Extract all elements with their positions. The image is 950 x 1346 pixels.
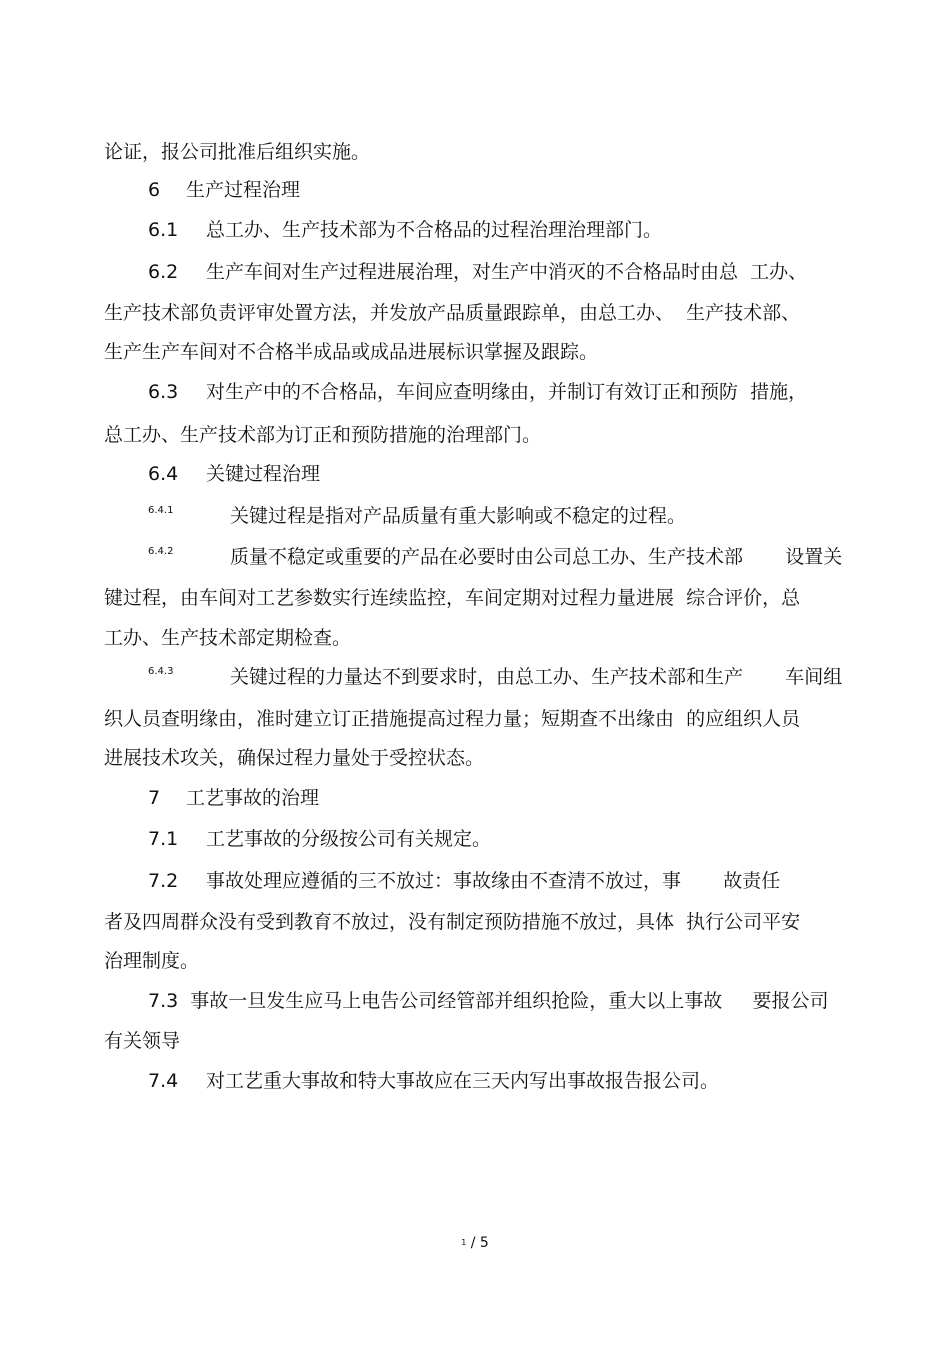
clause-text: 生产车间对生产过程进展治理，对生产中消灭的不合格品时由总 工办、 (206, 261, 808, 283)
body-line: 总工办、生产技术部为订正和预防措施的治理部门。 (104, 424, 542, 446)
body-line: 键过程，由车间对工艺参数实行连续监控，车间定期对过程力量进展 综合评价，总 (104, 587, 801, 609)
section-title: 生产过程治理 (186, 179, 301, 201)
clause-number: 6.4 (148, 463, 179, 485)
body-line: 有关领导 (104, 1030, 181, 1052)
clause-text: 总工办、生产技术部为不合格品的过程治理治理部门。 (206, 219, 663, 241)
section-heading-7 (148, 786, 319, 810)
subclause-number-6-4-1: 6.4.1 (148, 505, 174, 516)
section-number: 7 (148, 787, 161, 809)
clause-number: 7.1 (148, 828, 179, 850)
body-line: 生产生产车间对不合格半成品或成品进展标识掌握及跟踪。 (104, 341, 599, 363)
clause-text: 对生产中的不合格品，车间应查明缘由，并制订有效订正和预防 措施， (206, 381, 808, 403)
clause-6-4 (148, 462, 320, 486)
body-line: 治理制度。 (104, 950, 200, 972)
clause-number: 7.4 (148, 1070, 179, 1092)
clause-6-2 (148, 260, 807, 284)
section-heading-6 (148, 178, 300, 202)
clause-number: 7.2 (148, 870, 179, 892)
section-number: 6 (148, 179, 161, 201)
body-line: 进展技术攻关，确保过程力量处于受控状态。 (104, 747, 485, 769)
clause-7-3: 7.3 事故一旦发生应马上电告公司经管部并组织抢险，重大以上事故 要报公司 (148, 990, 829, 1012)
subclause-text-6-4-2: 质量不稳定或重要的产品在必要时由公司总工办、生产技术部 设置关 (230, 546, 843, 568)
subclause-text-6-4-3: 关键过程的力量达不到要求时，由总工办、生产技术部和生产 车间组 (230, 666, 843, 688)
body-line: 生产技术部负责评审处置方法，并发放产品质量跟踪单，由总工办、 生产技术部、 (104, 302, 801, 324)
clause-text: 事故处理应遵循的三不放过：事故缘由不查清不放过，事 故责任 (206, 870, 781, 892)
clause-7-2 (148, 869, 780, 893)
section-title: 工艺事故的治理 (186, 787, 320, 809)
page-number (0, 1234, 950, 1252)
clause-number: 6.3 (148, 381, 179, 403)
body-line: 论证，报公司批准后组织实施。 (104, 141, 371, 163)
body-line: 织人员查明缘由，准时建立订正措施提高过程力量；短期查不出缘由 的应组织人员 (104, 708, 801, 730)
page-current: 1 (461, 1238, 467, 1247)
clause-number: 6.1 (148, 219, 179, 241)
page-total: / 5 (466, 1235, 489, 1251)
body-line: 者及四周群众没有受到教育不放过，没有制定预防措施不放过，具体 执行公司平安 (104, 911, 801, 933)
subclause-number-6-4-2: 6.4.2 (148, 546, 174, 557)
clause-number: 6.2 (148, 261, 179, 283)
clause-6-3 (148, 380, 807, 404)
clause-6-1 (148, 218, 662, 242)
clause-7-4 (148, 1069, 719, 1093)
subclause-text-6-4-1: 关键过程是指对产品质量有重大影响或不稳定的过程。 (230, 505, 687, 527)
clause-text: 关键过程治理 (206, 463, 321, 485)
clause-text: 对工艺重大事故和特大事故应在三天内写出事故报告报公司。 (206, 1070, 720, 1092)
body-line: 工办、生产技术部定期检查。 (104, 627, 352, 649)
clause-7-1 (148, 827, 491, 851)
subclause-number-6-4-3: 6.4.3 (148, 666, 174, 677)
clause-text: 工艺事故的分级按公司有关规定。 (206, 828, 492, 850)
